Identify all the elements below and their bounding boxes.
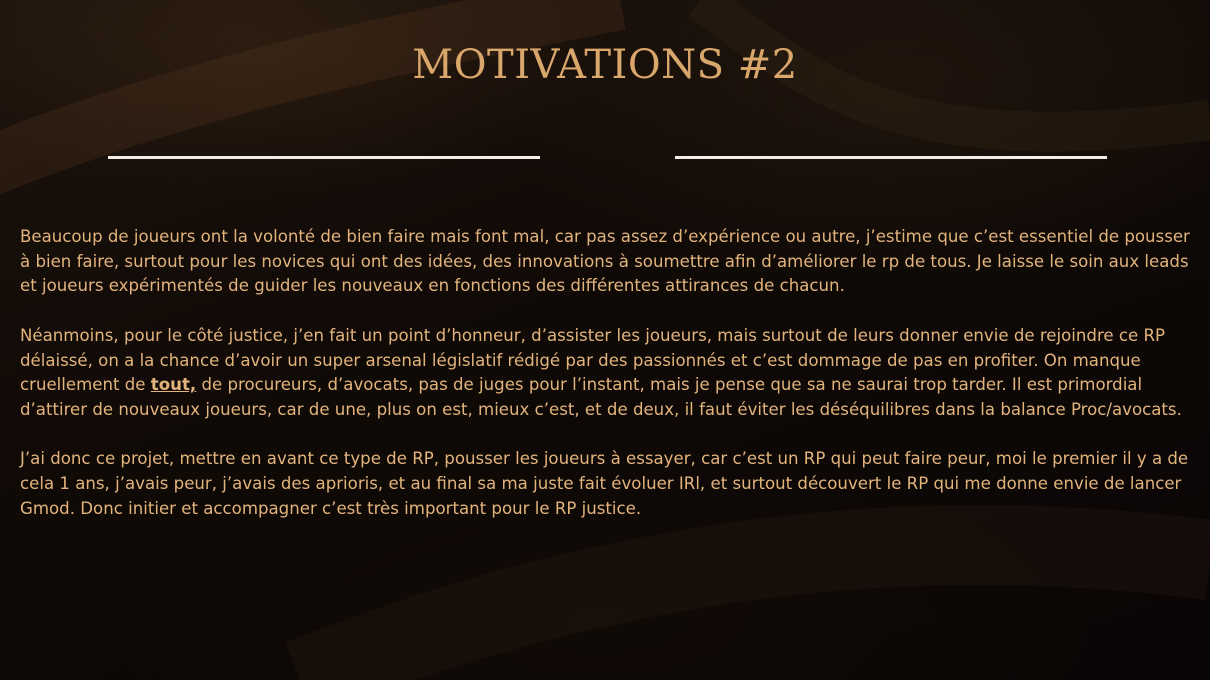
- title-divider-right: [675, 156, 1107, 159]
- slide-title: MOTIVATIONS #2: [412, 42, 798, 88]
- slide-body: [20, 225, 1195, 546]
- title-divider-left: [108, 156, 540, 159]
- paragraph-2: [20, 324, 1195, 423]
- paragraph-2-start: Néanmoins, pour le côté justice, j’en fait un point d’honneur, d’assister les joueurs, mais surtout de leurs donner envie de rejoindre ce RP délaissé, on a la chance d’avoir un super arsenal législatif rédigé par des passionnés et c’est dommage de pas en profiter. On manque cruellement de: [20, 325, 1166, 395]
- paragraph-1: Beaucoup de joueurs ont la volonté de bien faire mais font mal, car pas assez d’expérience ou autre, j’estime que c’est essentiel de pousser à bien faire, surtout pour les novices qui ont des idées, des innovations à soumettre afin d’améliorer le rp de tous. Je laisse le soin aux leads et joueurs expérimentés de guider les nouveaux en fonctions des différentes attirances de chacun.: [20, 227, 1190, 296]
- paragraph-3: J’ai donc ce projet, mettre en avant ce type de RP, pousser les joueurs à essayer, car c’est un RP qui peut faire peur, moi le premier il y a de cela 1 ans, j’avais peur, j’avais des aprioris, et au final sa ma juste fait évoluer IRl, et surtout découvert le RP qui me donne envie de lancer Gmod. Donc initier et accompagner c’est très important pour le RP justice.: [20, 449, 1189, 518]
- emphasis-tout: tout,: [150, 375, 197, 395]
- paragraph-2-end: de procureurs, d’avocats, pas de juges pour l’instant, mais je pense que sa ne saurai trop tarder. Il est primordial d’attirer de nouveaux joueurs, car de une, plus on est, mieux c’est, et de deux, il faut éviter les déséquilibres dans la balance Proc/avocats.: [20, 375, 1182, 419]
